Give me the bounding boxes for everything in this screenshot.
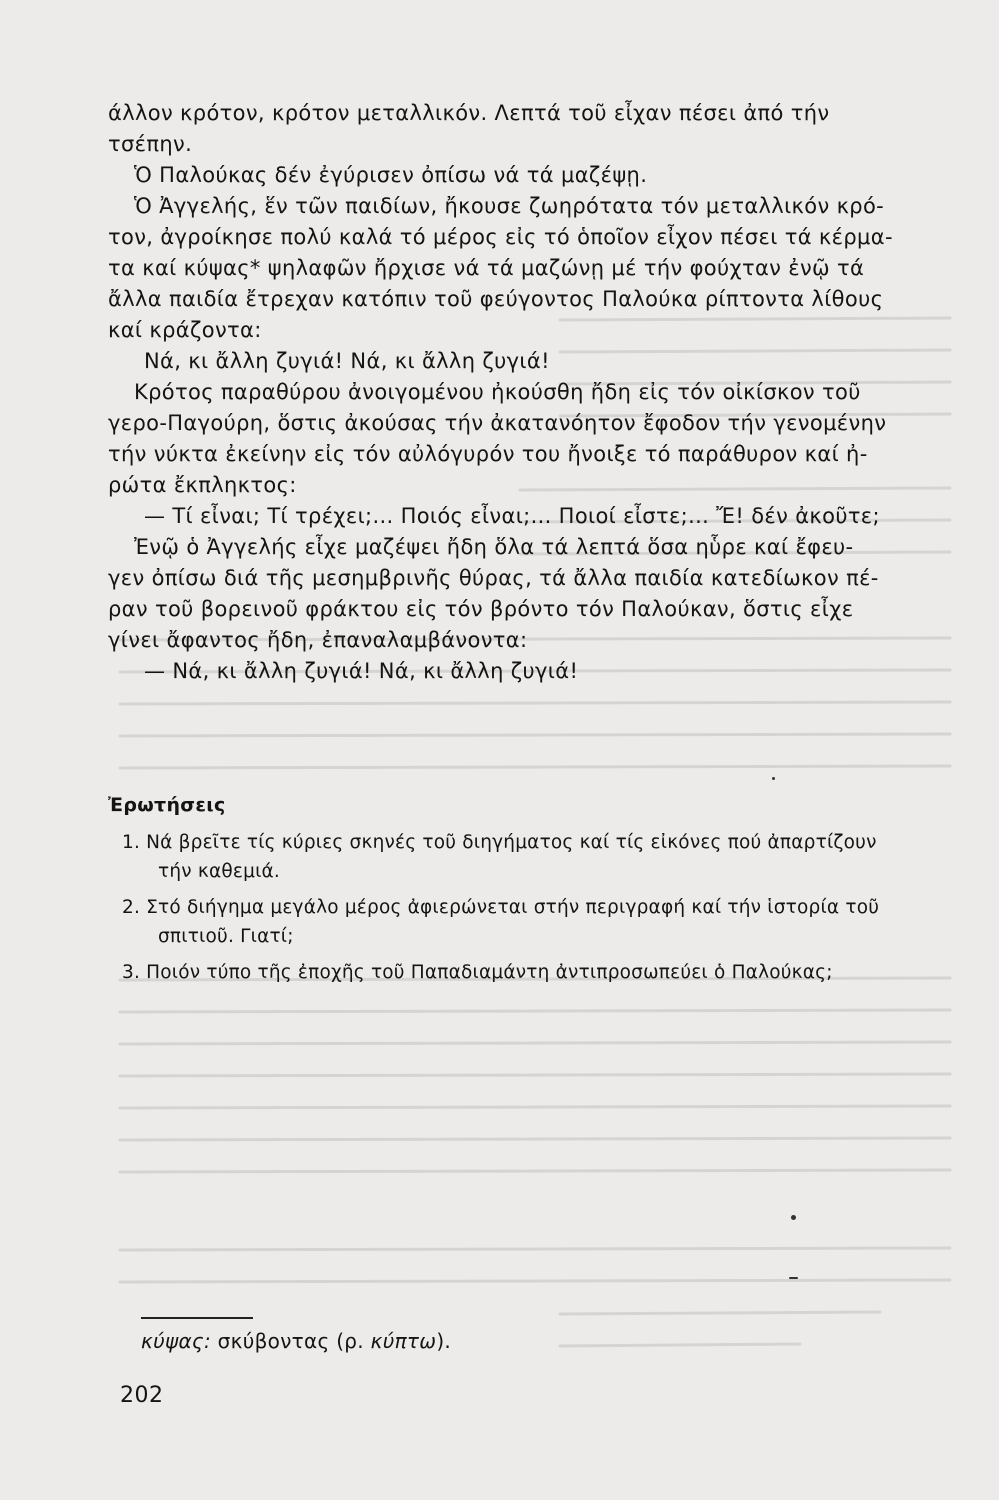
story-line: ρώτα ἔκπληκτος: [108,473,297,497]
footnote-divider [141,1317,253,1319]
question-continuation: σπιτιοῦ. Γιατί; [158,926,294,947]
story-line: τον, ἀγροίκησε πολύ καλά τό μέρος εἰς τό ὁποῖον εἶχον πέσει τά κέρμα- [108,225,893,249]
story-text [108,98,958,687]
footnote-definition: σκύβοντας (ρ. [211,1329,371,1353]
footnote-closing: ). [436,1329,452,1353]
footnote-verb: κύπτω [370,1329,437,1353]
story-line: Κρότος παραθύρου ἀνοιγομένου ἠκούσθη ἤδη εἰς τόν οἰκίσκον τοῦ [134,380,861,404]
question-item: 3. Ποιόν τύπο τῆς ἐποχῆς τοῦ Παπαδιαμάντη ἀντιπροσωπεύει ὁ Παλούκας; [122,962,833,983]
question-item: 2. Στό διήγημα μεγάλο μέρος ἀφιερώνεται στήν περιγραφή καί τήν ἱστορία τοῦ [122,897,880,918]
story-line: ραν τοῦ βορεινοῦ φράκτου εἰς τόν βρόντο τόν Παλούκαν, ὅστις εἶχε [108,597,854,621]
story-line: γεν ὀπίσω διά τῆς μεσημβρινῆς θύρας, τά ἄλλα παιδία κατεδίωκον πέ- [108,566,879,590]
question-item: 1. Νά βρεῖτε τίς κύριες σκηνές τοῦ διηγήματος καί τίς εἰκόνες πού ἀπαρτίζουν [122,832,877,853]
dialogue-line: Νά, κι ἄλλη ζυγιά! Νά, κι ἄλλη ζυγιά! [144,349,550,373]
story-line: Ἐνῷ ὁ Ἀγγελής εἶχε μαζέψει ἤδη ὅλα τά λεπτά ὅσα ηὗρε καί ἔφευ- [134,535,854,559]
questions-list [122,828,962,987]
story-line: τα καί κύψας* ψηλαφῶν ἤρχισε νά τά μαζώνῃ μέ τήν φούχταν ἐνῷ τά [108,256,865,280]
questions-heading: Ἐρωτήσεις [108,794,226,816]
story-line: γίνει ἄφαντος ἤδη, ἐπαναλαμβάνοντα: [108,628,528,652]
story-line: άλλον κρότον, κρότον μεταλλικόν. Λεπτά τοῦ εἶχαν πέσει ἀπό τήν [108,101,830,125]
story-line: ἄλλα παιδία ἔτρεχαν κατόπιν τοῦ φεύγοντος Παλούκα ρίπτοντα λίθους [108,287,884,311]
footnote-term: κύψας: [141,1329,212,1353]
story-line: τσέπην. [108,132,193,156]
ink-speck [772,777,775,780]
story-line: γερο-Παγούρη, ὅστις ἀκούσας τήν ἀκατανόητον ἔφοδον τήν γενομένην [108,411,887,435]
ink-speck [789,1277,798,1279]
story-line: τήν νύκτα ἐκείνην εἰς τόν αὐλόγυρόν του ἤνοιξε τό παράθυρον καί ἠ- [108,442,868,466]
story-line: Ὁ Ἀγγελής, ἕν τῶν παιδίων, ἤκουσε ζωηρότατα τόν μεταλλικόν κρό- [134,194,885,218]
dialogue-line: — Νά, κι ἄλλη ζυγιά! Νά, κι ἄλλη ζυγιά! [144,659,579,683]
story-line: καί κράζοντα: [108,318,262,342]
page-number: 202 [120,1383,164,1408]
dialogue-line: — Τί εἶναι; Τί τρέχει;... Ποιός εἶναι;... Ποιοί εἶστε;... Ἔ! δέν ἀκοῦτε; [144,504,880,528]
question-continuation: τήν καθεμιά. [158,861,280,882]
footnote [141,1329,451,1353]
story-line: Ὁ Παλούκας δέν ἐγύρισεν ὀπίσω νά τά μαζέψῃ. [134,163,648,187]
ink-speck [791,1215,796,1220]
